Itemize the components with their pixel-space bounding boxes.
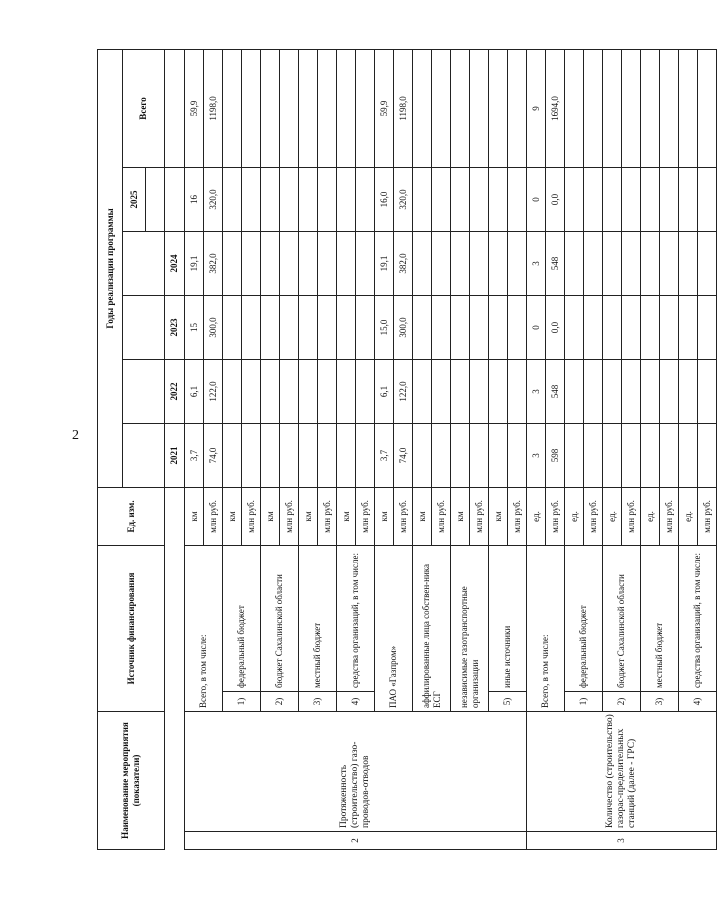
year-value-cell: 122,0 xyxy=(204,359,223,423)
year-value-cell xyxy=(261,231,280,295)
header-year-2023: 2023 xyxy=(165,295,185,359)
header-year-2022: 2022 xyxy=(165,359,185,423)
year-value-cell xyxy=(641,167,660,231)
unit-cell: км xyxy=(299,487,318,545)
total-cell xyxy=(565,49,584,167)
year-value-cell xyxy=(584,359,603,423)
section-name: Протяженность (строительство) газо-проводов-отводов xyxy=(185,712,527,832)
unit-cell: млн руб. xyxy=(280,487,299,545)
year-value-cell: 16 xyxy=(185,167,204,231)
year-value-cell xyxy=(565,231,584,295)
year-value-cell: 74,0 xyxy=(204,423,223,487)
year-value-cell xyxy=(698,423,717,487)
year-value-cell: 16,0 xyxy=(375,167,394,231)
year-value-cell xyxy=(603,295,622,359)
unit-cell: млн руб. xyxy=(242,487,261,545)
year-value-cell: 3 xyxy=(527,359,546,423)
total-cell xyxy=(622,49,641,167)
unit-cell: млн руб. xyxy=(204,487,223,545)
year-value-cell xyxy=(641,231,660,295)
total-cell: 59,9 xyxy=(185,49,204,167)
year-value-cell xyxy=(413,359,432,423)
year-value-cell xyxy=(660,423,679,487)
source-label: местный бюджет xyxy=(299,545,337,691)
year-value-cell xyxy=(679,231,698,295)
year-value-cell xyxy=(489,231,508,295)
total-cell xyxy=(318,49,337,167)
unit-cell: млн руб. xyxy=(318,487,337,545)
source-label: средства организаций, в том числе: xyxy=(337,545,375,691)
section-name: Количество (строительство) газорас-пределительных станций (далее - ГРС) xyxy=(527,712,717,832)
table-header xyxy=(98,49,185,849)
source-index: 1) xyxy=(565,692,603,712)
source-label: бюджет Сахалинской области xyxy=(261,545,299,691)
total-cell xyxy=(223,49,242,167)
year-value-cell: 6,1 xyxy=(185,359,204,423)
year-value-cell xyxy=(508,167,527,231)
year-value-cell xyxy=(242,167,261,231)
year-value-cell xyxy=(622,231,641,295)
year-value-cell xyxy=(261,295,280,359)
year-value-cell xyxy=(337,295,356,359)
unit-cell: км xyxy=(261,487,280,545)
year-value-cell xyxy=(242,423,261,487)
year-value-cell xyxy=(584,295,603,359)
total-cell xyxy=(280,49,299,167)
source-index: 2) xyxy=(603,692,641,712)
year-value-cell: 19,1 xyxy=(185,231,204,295)
year-value-cell xyxy=(470,167,489,231)
year-value-cell: 74,0 xyxy=(394,423,413,487)
source-index: 3) xyxy=(299,692,337,712)
unit-cell: млн руб. xyxy=(508,487,527,545)
year-value-cell xyxy=(508,295,527,359)
year-value-cell xyxy=(242,295,261,359)
source-index: 1) xyxy=(223,692,261,712)
year-value-cell xyxy=(432,231,451,295)
year-value-cell xyxy=(413,231,432,295)
total-cell: 1694,0 xyxy=(546,49,565,167)
source-label: федеральный бюджет xyxy=(565,545,603,691)
year-value-cell xyxy=(432,295,451,359)
unit-cell: млн руб. xyxy=(546,487,565,545)
year-value-cell: 548 xyxy=(546,359,565,423)
rotated-table-wrapper xyxy=(97,50,712,850)
year-value-cell xyxy=(584,231,603,295)
source-label: Всего, в том числе: xyxy=(185,545,223,711)
header-year-2024: 2024 xyxy=(165,231,185,295)
source-index: 3) xyxy=(641,692,679,712)
year-value-cell: 15 xyxy=(185,295,204,359)
year-value-cell xyxy=(679,167,698,231)
source-index: 4) xyxy=(679,692,717,712)
year-value-cell xyxy=(698,231,717,295)
year-value-cell xyxy=(451,295,470,359)
year-value-cell xyxy=(318,295,337,359)
year-value-cell xyxy=(641,423,660,487)
year-value-cell xyxy=(622,167,641,231)
year-value-cell: 598 xyxy=(546,423,565,487)
table-row xyxy=(527,49,546,849)
total-cell xyxy=(508,49,527,167)
total-cell xyxy=(451,49,470,167)
year-value-cell xyxy=(318,167,337,231)
year-value-cell xyxy=(679,359,698,423)
unit-cell: км xyxy=(413,487,432,545)
year-value-cell xyxy=(679,295,698,359)
year-value-cell xyxy=(603,231,622,295)
unit-cell: млн руб. xyxy=(698,487,717,545)
year-value-cell: 300,0 xyxy=(394,295,413,359)
total-cell xyxy=(641,49,660,167)
year-value-cell xyxy=(565,359,584,423)
unit-cell: км xyxy=(185,487,204,545)
year-value-cell xyxy=(508,423,527,487)
source-index: 2) xyxy=(261,692,299,712)
year-value-cell xyxy=(356,231,375,295)
year-value-cell: 0,0 xyxy=(546,167,565,231)
unit-cell: км xyxy=(375,487,394,545)
year-value-cell xyxy=(451,423,470,487)
year-value-cell: 0 xyxy=(527,295,546,359)
unit-cell: ед. xyxy=(603,487,622,545)
year-value-cell xyxy=(299,359,318,423)
table-body xyxy=(185,49,717,849)
header-total-col: Всего xyxy=(123,49,165,167)
year-value-cell: 122,0 xyxy=(394,359,413,423)
year-value-cell xyxy=(261,167,280,231)
year-value-cell xyxy=(280,359,299,423)
table-row xyxy=(185,49,204,849)
year-value-cell xyxy=(356,167,375,231)
unit-cell: км xyxy=(223,487,242,545)
year-value-cell xyxy=(280,295,299,359)
total-cell: 1198,0 xyxy=(204,49,223,167)
year-value-cell xyxy=(698,359,717,423)
year-value-cell xyxy=(413,423,432,487)
year-value-cell xyxy=(299,231,318,295)
year-value-cell xyxy=(432,359,451,423)
year-value-cell xyxy=(223,295,242,359)
year-value-cell xyxy=(242,359,261,423)
year-value-cell xyxy=(451,231,470,295)
total-cell xyxy=(356,49,375,167)
year-value-cell xyxy=(280,167,299,231)
header-year-2025: 2025 xyxy=(123,167,146,231)
year-value-cell: 3 xyxy=(527,231,546,295)
total-cell: 9 xyxy=(527,49,546,167)
year-value-cell xyxy=(299,167,318,231)
year-value-cell xyxy=(660,167,679,231)
year-value-cell xyxy=(413,295,432,359)
year-value-cell xyxy=(223,231,242,295)
year-value-cell xyxy=(622,359,641,423)
total-cell xyxy=(679,49,698,167)
year-value-cell: 19,1 xyxy=(375,231,394,295)
year-value-cell: 382,0 xyxy=(394,231,413,295)
header-source-col: Источник финансирования xyxy=(98,545,165,711)
year-value-cell xyxy=(489,167,508,231)
total-cell xyxy=(660,49,679,167)
total-cell xyxy=(242,49,261,167)
year-value-cell: 3,7 xyxy=(375,423,394,487)
year-value-cell xyxy=(489,359,508,423)
source-label: средства организаций, в том числе: xyxy=(679,545,717,691)
section-number: 3 xyxy=(527,832,717,850)
year-value-cell xyxy=(489,423,508,487)
year-value-cell: 548 xyxy=(546,231,565,295)
page-number: 2 xyxy=(72,428,79,443)
year-value-cell xyxy=(603,359,622,423)
year-value-cell xyxy=(280,231,299,295)
source-label: иные источники xyxy=(489,545,527,691)
year-value-cell: 300,0 xyxy=(204,295,223,359)
year-value-cell xyxy=(584,167,603,231)
source-index: 5) xyxy=(489,692,527,712)
source-label: независимые газотранспортные организации xyxy=(451,545,489,711)
year-value-cell xyxy=(432,423,451,487)
year-value-cell xyxy=(223,167,242,231)
year-value-cell xyxy=(337,423,356,487)
total-cell xyxy=(489,49,508,167)
total-cell xyxy=(413,49,432,167)
year-value-cell xyxy=(565,295,584,359)
total-cell xyxy=(603,49,622,167)
total-cell xyxy=(698,49,717,167)
year-value-cell: 15,0 xyxy=(375,295,394,359)
year-value-cell xyxy=(603,167,622,231)
year-value-cell xyxy=(679,423,698,487)
year-value-cell xyxy=(261,423,280,487)
year-value-cell xyxy=(584,423,603,487)
unit-cell: млн руб. xyxy=(584,487,603,545)
year-value-cell xyxy=(660,295,679,359)
source-label: федеральный бюджет xyxy=(223,545,261,691)
year-value-cell xyxy=(242,231,261,295)
year-value-cell xyxy=(337,231,356,295)
program-table xyxy=(97,49,717,850)
year-value-cell xyxy=(318,359,337,423)
year-value-cell xyxy=(318,231,337,295)
year-value-cell: 0,0 xyxy=(546,295,565,359)
source-label: ПАО «Газпром» xyxy=(375,545,413,711)
total-cell xyxy=(432,49,451,167)
year-value-cell: 3 xyxy=(527,423,546,487)
year-value-cell xyxy=(565,167,584,231)
total-cell: 59,9 xyxy=(375,49,394,167)
year-value-cell xyxy=(698,167,717,231)
year-value-cell: 3,7 xyxy=(185,423,204,487)
source-index: 4) xyxy=(337,692,375,712)
unit-cell: млн руб. xyxy=(432,487,451,545)
year-value-cell: 320,0 xyxy=(394,167,413,231)
total-cell xyxy=(299,49,318,167)
year-value-cell xyxy=(660,231,679,295)
year-value-cell xyxy=(622,423,641,487)
total-cell xyxy=(261,49,280,167)
source-label: Всего, в том числе: xyxy=(527,545,565,711)
year-value-cell xyxy=(356,423,375,487)
year-value-cell xyxy=(223,359,242,423)
unit-cell: млн руб. xyxy=(622,487,641,545)
total-cell xyxy=(470,49,489,167)
year-value-cell: 382,0 xyxy=(204,231,223,295)
total-cell xyxy=(337,49,356,167)
year-value-cell xyxy=(508,359,527,423)
year-value-cell xyxy=(641,295,660,359)
unit-cell: ед. xyxy=(527,487,546,545)
year-value-cell xyxy=(451,167,470,231)
total-cell xyxy=(584,49,603,167)
unit-cell: ед. xyxy=(641,487,660,545)
year-value-cell xyxy=(432,167,451,231)
unit-cell: ед. xyxy=(679,487,698,545)
source-label: аффилированные лица собствен-ника ЕСГ xyxy=(413,545,451,711)
year-value-cell xyxy=(470,423,489,487)
year-value-cell xyxy=(223,423,242,487)
year-value-cell xyxy=(356,295,375,359)
year-value-cell xyxy=(470,359,489,423)
year-value-cell: 6,1 xyxy=(375,359,394,423)
unit-cell: км xyxy=(451,487,470,545)
section-number: 2 xyxy=(185,832,527,850)
year-value-cell xyxy=(280,423,299,487)
year-value-cell xyxy=(337,359,356,423)
year-value-cell xyxy=(261,359,280,423)
year-value-cell xyxy=(299,295,318,359)
source-label: бюджет Сахалинской области xyxy=(603,545,641,691)
year-value-cell xyxy=(698,295,717,359)
unit-cell: млн руб. xyxy=(394,487,413,545)
year-value-cell xyxy=(489,295,508,359)
year-value-cell xyxy=(603,423,622,487)
year-value-cell xyxy=(565,423,584,487)
unit-cell: млн руб. xyxy=(660,487,679,545)
year-value-cell xyxy=(622,295,641,359)
year-value-cell xyxy=(413,167,432,231)
header-unit-col: Ед. изм. xyxy=(98,487,165,545)
year-value-cell xyxy=(451,359,470,423)
year-value-cell xyxy=(641,359,660,423)
year-value-cell xyxy=(318,423,337,487)
header-years-group: Годы реализации программы xyxy=(98,49,123,487)
year-value-cell: 320,0 xyxy=(204,167,223,231)
year-value-cell: 0 xyxy=(527,167,546,231)
source-label: местный бюджет xyxy=(641,545,679,691)
unit-cell: км xyxy=(489,487,508,545)
year-value-cell xyxy=(299,423,318,487)
unit-cell: ед. xyxy=(565,487,584,545)
unit-cell: км xyxy=(337,487,356,545)
unit-cell: млн руб. xyxy=(470,487,489,545)
year-value-cell xyxy=(508,231,527,295)
year-value-cell xyxy=(660,359,679,423)
header-year-2021: 2021 xyxy=(165,423,185,487)
header-name-col: Наименование мероприятия (показатели) xyxy=(98,712,165,850)
unit-cell: млн руб. xyxy=(356,487,375,545)
total-cell: 1198,0 xyxy=(394,49,413,167)
year-value-cell xyxy=(356,359,375,423)
year-value-cell xyxy=(337,167,356,231)
year-value-cell xyxy=(470,231,489,295)
year-value-cell xyxy=(470,295,489,359)
